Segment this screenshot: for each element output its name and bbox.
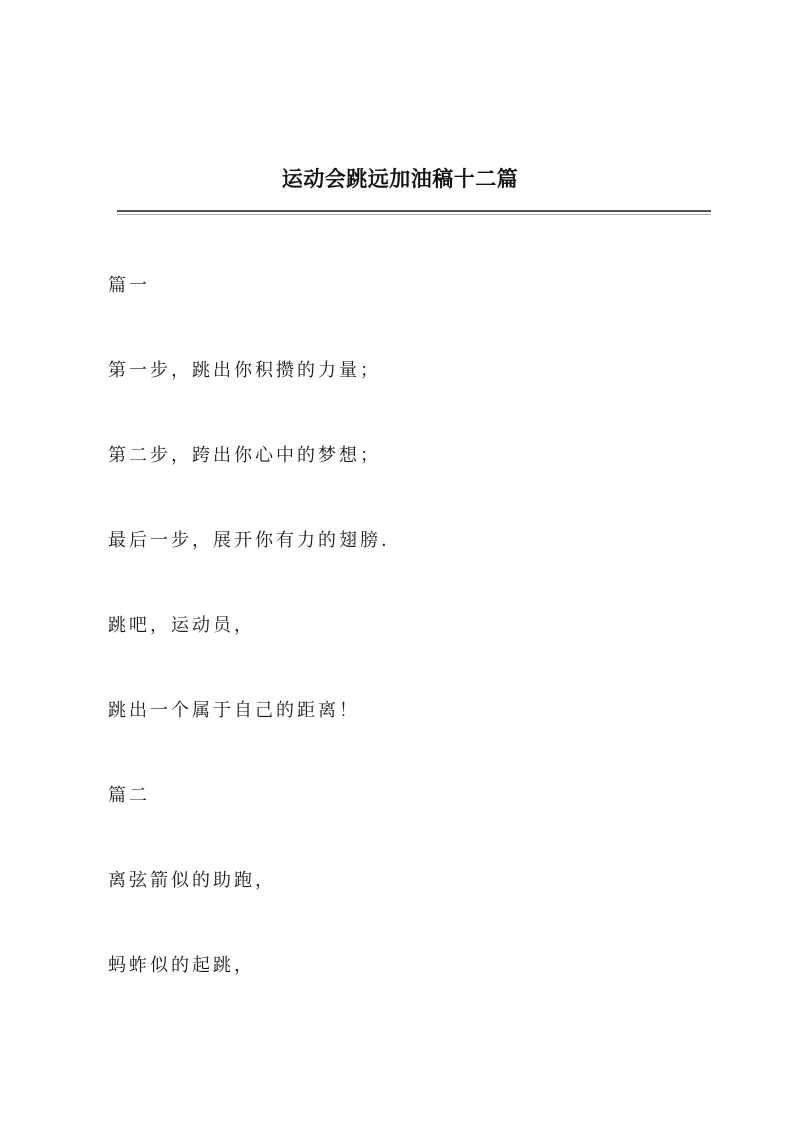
title-divider [117,210,711,212]
text-line: 第一步，跳出你积攒的力量； [108,360,381,381]
text-line: 第二步，跨出你心中的梦想； [108,445,381,466]
text-line: 跳吧，运动员， [108,615,255,636]
text-line: 蚂蚱似的起跳， [108,955,255,976]
document-body [108,272,728,1037]
text-line: 最后一步，展开你有力的翅膀. [108,530,390,551]
section-heading: 篇二 [108,785,150,806]
section-heading: 篇一 [108,275,150,296]
text-line: 跳出一个属于自己的距离！ [108,700,360,721]
document-title: 运动会跳远加油稿十二篇 [281,166,519,191]
text-line: 离弦箭似的助跑， [108,870,276,891]
